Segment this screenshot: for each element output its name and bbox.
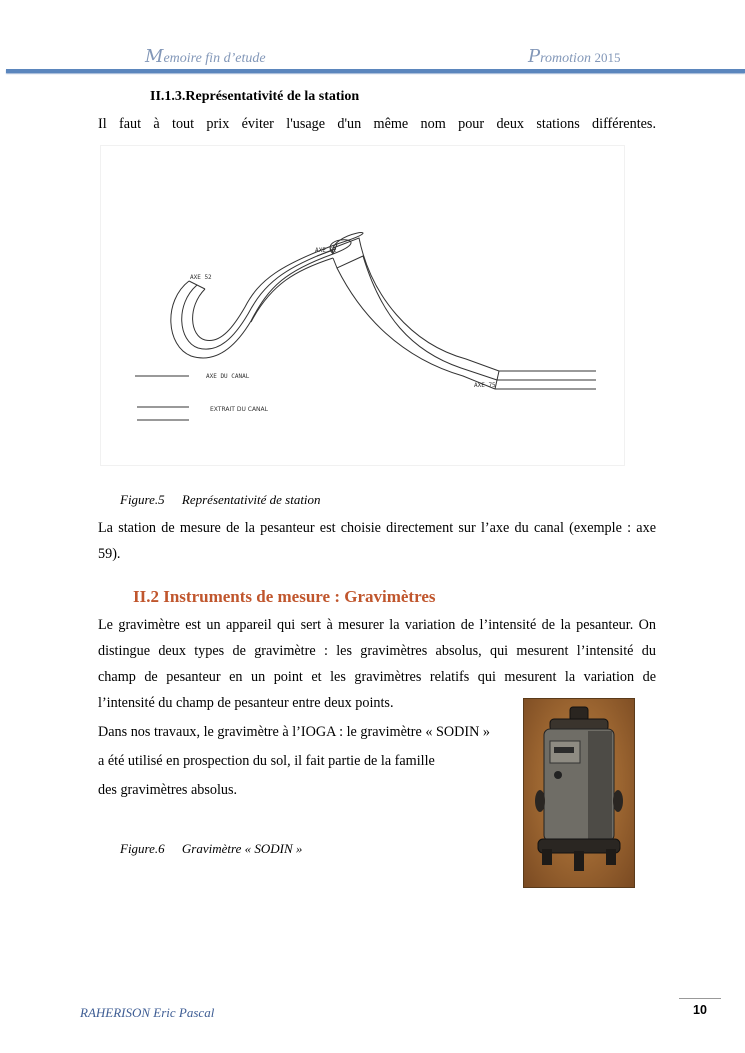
header-right-cap: P: [528, 46, 541, 67]
header-left-title: [145, 46, 266, 67]
header-rule: [6, 69, 745, 73]
gravimeter-leg-front: [574, 851, 584, 871]
header-left-rest: emoire fin d’etude: [163, 51, 266, 66]
figure-6-caption-text: Gravimètre « SODIN »: [181, 841, 303, 856]
label-axe52: AXE 52: [190, 274, 212, 281]
header-right-title: [528, 46, 620, 67]
canal-main-3: [337, 268, 495, 389]
canal-top-1: [251, 258, 333, 322]
footer-author: RAHERISON Eric Pascal: [80, 1005, 215, 1020]
canal-line-middle: [182, 249, 335, 349]
gravimetre-line-3: champ de pesanteur en un point et les gravimètres relatifs qui mesurent la variation de: [98, 669, 656, 685]
canal-figure: [101, 146, 624, 465]
station-paragraph-line2: 59).: [98, 546, 121, 562]
label-axe62: AXE 62: [315, 247, 337, 254]
sodin-gravimeter-photo: [523, 698, 635, 888]
header-right-rest: romotion: [540, 51, 591, 66]
gravimeter-leg-right: [606, 849, 616, 865]
figure-5-caption-num: Figure.5: [120, 492, 165, 507]
label-axe75: AXE 75: [474, 382, 496, 389]
gravimeter-dial: [554, 771, 562, 779]
label-legend-axe: AXE DU CANAL: [206, 373, 250, 380]
figure-6-caption-num: Figure.6: [120, 841, 165, 856]
label-legend-extrait: EXTRAIT DU CANAL: [210, 406, 268, 413]
gravimeter-side-handle-right: [613, 790, 623, 812]
figure-5-frame: [100, 145, 625, 466]
figure-5-caption-text: Représentativité de station: [181, 492, 321, 507]
sodin-line-3: des gravimètres absolus.: [98, 782, 238, 798]
header-year: 2015: [594, 50, 621, 65]
gravimetre-line-2: distingue deux types de gravimètre : les gravimètres absolus, qui mesurent l’intensité du: [98, 643, 656, 659]
gravimeter-side-handle-left: [535, 790, 545, 812]
sodin-line-1: Dans nos travaux, le gravimètre à l’IOGA : le gravimètre « SODIN »: [98, 724, 491, 740]
gravimeter-leg-left: [542, 849, 552, 865]
figure-6-caption: [120, 841, 302, 857]
canal-mid-section-1: [333, 233, 364, 254]
gravimetre-line-1: Le gravimètre est un appareil qui sert à mesurer la variation de l’intensité de la pesanteur. On: [98, 617, 656, 633]
canal-line-inner: [193, 244, 337, 341]
page-number: 10: [693, 1003, 707, 1017]
gravimetre-line-4: l’intensité du champ de pesanteur entre deux points.: [98, 695, 394, 711]
axe52-cap: [189, 281, 205, 289]
section-intro-paragraph: Il faut à tout prix éviter l'usage d'un même nom pour deux stations différentes.: [98, 116, 656, 132]
station-paragraph-line1: La station de mesure de la pesanteur est choisie directement sur l’axe du canal (exemple : axe: [98, 520, 656, 536]
footer-page-rule: [679, 998, 721, 999]
gravimeter-body-shade: [588, 731, 612, 839]
gravimeter-display: [554, 747, 574, 753]
section-heading-ii-2: II.2 Instruments de mesure : Gravimètres: [133, 587, 436, 606]
sodin-line-2: a été utilisé en prospection du sol, il fait partie de la famille: [98, 753, 435, 769]
section-heading-ii-1-3: II.1.3.Représentativité de la station: [150, 89, 360, 104]
figure-5-caption: [120, 492, 321, 508]
header-left-cap: M: [145, 46, 164, 67]
canal-line-outer: [171, 254, 333, 358]
sodin-gravimeter-drawing: [524, 699, 634, 887]
